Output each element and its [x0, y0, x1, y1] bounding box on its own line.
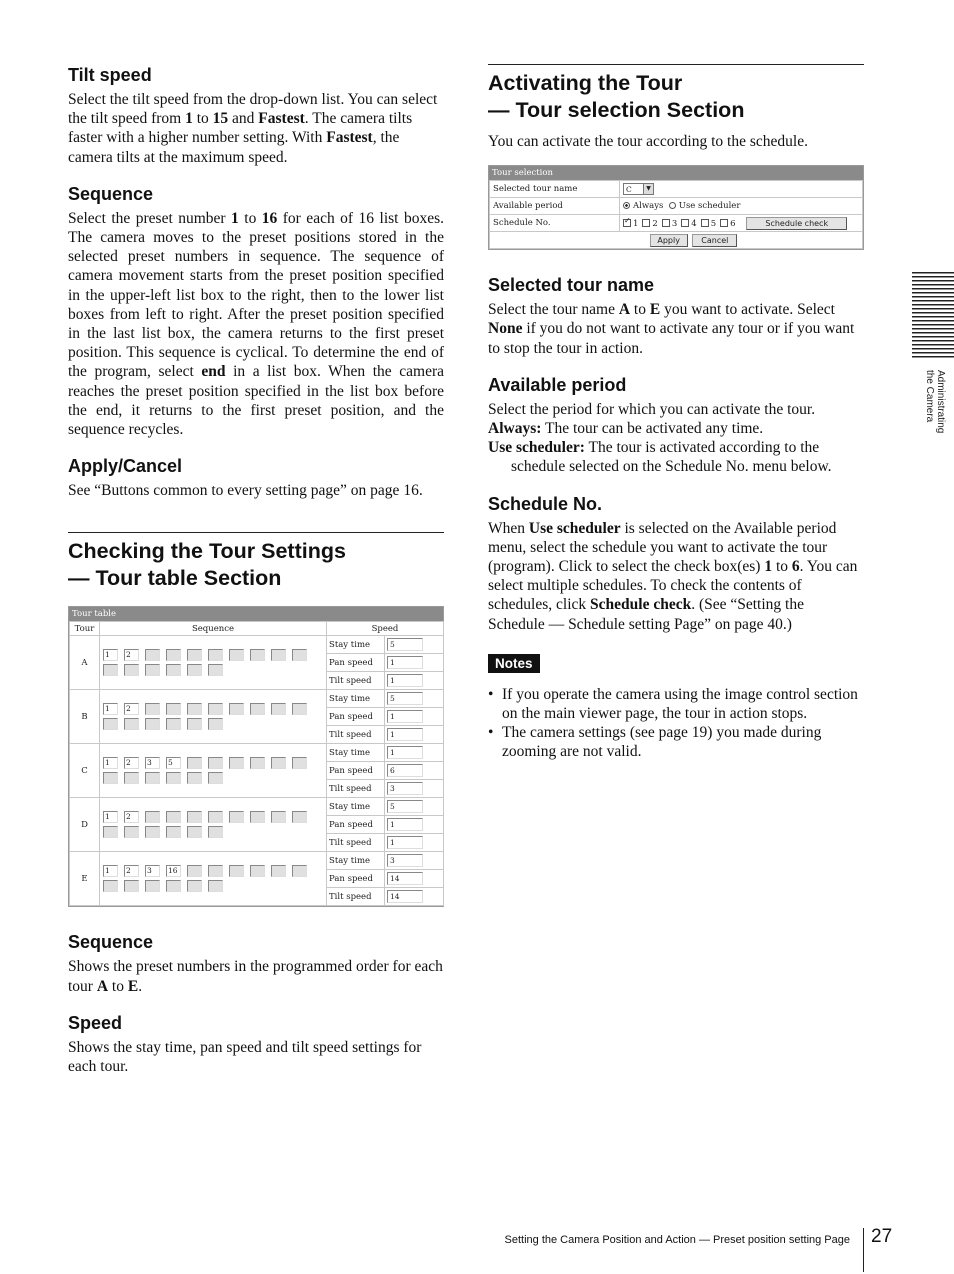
- sequence-box: [208, 757, 223, 769]
- speed-value-box: 14: [387, 872, 423, 885]
- sequence-box-row: [102, 826, 324, 838]
- speed-value-box: 1: [387, 746, 423, 759]
- speed-heading: Speed: [68, 1012, 123, 1033]
- schedule-checkbox[interactable]: [701, 219, 709, 227]
- sequence-section: [68, 183, 444, 439]
- speed-value-box: 1: [387, 710, 423, 723]
- sequence-box: 16: [166, 865, 181, 877]
- activating-tour-title: [488, 64, 864, 124]
- speed-label-cell: Tilt speed: [327, 888, 385, 906]
- text-run: Select the tour name: [488, 301, 619, 319]
- notes-badge: Notes: [488, 654, 540, 673]
- sequence2-heading: Sequence: [68, 932, 154, 953]
- bold-term: 6: [791, 558, 800, 576]
- available-period-label: Available period: [490, 198, 620, 215]
- sequence-box: 2: [124, 865, 139, 877]
- sequence-box: [208, 880, 223, 892]
- speed-value-cell: [385, 654, 444, 672]
- tour-name-cell: B: [70, 690, 100, 744]
- sequence-box: [145, 880, 160, 892]
- sequence-box: [208, 649, 223, 661]
- sequence-box: [145, 718, 160, 730]
- checking-tour-title: [68, 532, 444, 592]
- bold-term: E: [127, 977, 139, 995]
- speed-value-box: 5: [387, 800, 423, 813]
- speed-label-cell: Stay time: [327, 798, 385, 816]
- schedule-checkbox-label: 4: [691, 218, 697, 229]
- schedule-no-heading: Schedule No.: [488, 493, 603, 514]
- speed-label-cell: Tilt speed: [327, 726, 385, 744]
- speed-label-cell: Tilt speed: [327, 780, 385, 798]
- speed-value-box: 14: [387, 890, 423, 903]
- schedule-checkboxes: [623, 219, 740, 229]
- scheduler-term: Use scheduler:: [488, 439, 585, 457]
- tour-sequence-cell: [100, 636, 327, 690]
- speed-label-cell: Pan speed: [327, 870, 385, 888]
- text-run: Shows the stay time, pan speed and tilt speed settings for each tour.: [68, 1038, 422, 1076]
- side-tab-stripes: [912, 272, 954, 360]
- speed-text: [68, 1038, 444, 1076]
- schedule-no-text: [488, 519, 864, 634]
- sequence-box-row: [102, 880, 324, 892]
- use-scheduler-radio[interactable]: [669, 202, 676, 209]
- sequence-box: [166, 811, 181, 823]
- sequence-box: [250, 811, 265, 823]
- sequence-box: [229, 865, 244, 877]
- chevron-down-icon: ▼: [643, 184, 653, 194]
- text-run: to: [238, 209, 262, 227]
- sequence-box: [166, 703, 181, 715]
- schedule-checkbox[interactable]: [681, 219, 689, 227]
- sequence-box: [250, 703, 265, 715]
- sequence-box: [187, 772, 202, 784]
- tour-name-cell: E: [70, 852, 100, 906]
- text-run: to: [192, 110, 213, 128]
- sequence-box: 3: [145, 865, 160, 877]
- available-period-intro: Select the period for which you can activate the tour.: [488, 400, 816, 418]
- text-run: to: [108, 977, 128, 995]
- notes-list: [488, 685, 864, 762]
- text-run: . The camera tilts faster with a higher number setting. With: [68, 110, 413, 147]
- text-run: if you do not want to activate any tour or if you want to stop the tour in action.: [488, 320, 855, 357]
- speed-label-cell: Tilt speed: [327, 672, 385, 690]
- sequence-box: 1: [103, 811, 118, 823]
- sequence-box: [292, 649, 307, 661]
- bold-term: Fastest: [258, 110, 305, 128]
- sequence-box: [292, 703, 307, 715]
- tour-table: [69, 621, 444, 906]
- schedule-checkbox[interactable]: [720, 219, 728, 227]
- sequence-box: [187, 718, 202, 730]
- activating-intro: You can activate the tour according to the schedule.: [488, 133, 808, 150]
- tour-table-bar: Tour table: [69, 607, 443, 621]
- sequence-box: [124, 664, 139, 676]
- text-run: for each of 16 list boxes. The camera moves to the preset positions stored in the selected preset numbers in sequence. The sequence of camera movement starts from the preset position specified in the upper-left list box to the right, then to the lower list boxes from left to right. After the preset position specified in the last list box, the camera returns to the first preset position. This sequence is cyclical. To determine the end of the program, select: [68, 209, 444, 381]
- sequence-box: [271, 757, 286, 769]
- text-run: , the camera tilts at the maximum speed.: [68, 129, 400, 166]
- speed-value-box: 6: [387, 764, 423, 777]
- sequence-box-row: [102, 718, 324, 730]
- schedule-checkbox-label: 3: [671, 218, 678, 229]
- apply-cancel-section: [68, 455, 444, 500]
- scheduler-definition: [488, 438, 864, 476]
- speed-value-box: 3: [387, 854, 423, 867]
- sequence-box: [292, 757, 307, 769]
- side-tab-label: Administrating the Camera: [924, 370, 946, 434]
- speed-section: [68, 1012, 444, 1076]
- sequence-box: [145, 703, 160, 715]
- sequence-box: [271, 865, 286, 877]
- sequence-box: [229, 811, 244, 823]
- schedule-checkbox-label: 6: [730, 218, 736, 229]
- selected-tour-name-heading: Selected tour name: [488, 275, 655, 296]
- sequence-box: 1: [103, 757, 118, 769]
- bold-term: A: [618, 301, 631, 319]
- always-term: Always:: [488, 420, 542, 438]
- sequence-box: [229, 703, 244, 715]
- tour-sequence-cell: [100, 798, 327, 852]
- left-column: [68, 64, 444, 1092]
- text-run: Select the preset number: [68, 209, 232, 227]
- checking-tour-title-line2: — Tour table Section: [68, 566, 282, 591]
- apply-cancel-text: [68, 481, 444, 500]
- tour-sequence-cell: [100, 744, 327, 798]
- speed-value-cell: [385, 870, 444, 888]
- sequence-box: [208, 772, 223, 784]
- speed-value-box: 1: [387, 728, 423, 741]
- tour-name-cell: A: [70, 636, 100, 690]
- speed-value-box: 1: [387, 818, 423, 831]
- tour-name-cell: C: [70, 744, 100, 798]
- sequence-box: [103, 718, 118, 730]
- tilt-speed-heading: Tilt speed: [68, 65, 152, 85]
- sequence-box: [124, 718, 139, 730]
- selected-tour-name-text: [488, 300, 864, 358]
- sequence-box: [166, 880, 181, 892]
- speed-value-cell: [385, 672, 444, 690]
- sequence-box: [166, 772, 181, 784]
- bold-term: Use scheduler: [528, 519, 621, 537]
- sequence-box: [271, 649, 286, 661]
- bold-term: None: [488, 320, 523, 338]
- tour-col-header: Tour: [70, 622, 100, 636]
- speed-value-cell: [385, 726, 444, 744]
- sequence-box: [103, 826, 118, 838]
- sequence-box: [292, 811, 307, 823]
- text-run: Select the tilt speed from the drop-down list. You can select the tilt speed from: [68, 91, 438, 128]
- speed-label-cell: Pan speed: [327, 708, 385, 726]
- sequence-box: 3: [145, 757, 160, 769]
- speed-value-box: 1: [387, 674, 423, 687]
- sequence-box: [187, 649, 202, 661]
- bold-term: Schedule check: [590, 596, 692, 614]
- sequence-box: [271, 703, 286, 715]
- sequence-text: [68, 209, 444, 439]
- sequence-box: 2: [124, 649, 139, 661]
- sequence-box: [250, 649, 265, 661]
- text-run: to: [772, 558, 792, 576]
- sequence-box: [124, 880, 139, 892]
- speed-label-cell: Pan speed: [327, 762, 385, 780]
- speed-value-cell: [385, 636, 444, 654]
- tour-selection-bar: Tour selection: [489, 166, 863, 180]
- tour-sequence-cell: [100, 690, 327, 744]
- page-number: 27: [871, 1226, 893, 1247]
- speed-label-cell: Stay time: [327, 852, 385, 870]
- speed-value-box: 1: [387, 656, 423, 669]
- bold-term: 15: [212, 110, 229, 128]
- speed-value-box: 5: [387, 638, 423, 651]
- text-run: .: [138, 977, 143, 995]
- text-run: See “Buttons common to every setting page” on page 16.: [68, 482, 423, 500]
- sequence-box: [250, 865, 265, 877]
- speed-value-cell: [385, 690, 444, 708]
- speed-value-cell: [385, 762, 444, 780]
- bold-term: E: [649, 301, 661, 319]
- always-text: The tour can be activated any time.: [541, 420, 764, 438]
- schedule-checkbox[interactable]: [642, 219, 650, 227]
- speed-label-cell: Stay time: [327, 636, 385, 654]
- speed-value-cell: [385, 780, 444, 798]
- sequence-box: 2: [124, 703, 139, 715]
- text-run: you want to activate. Select: [660, 301, 835, 319]
- bold-term: 1: [185, 110, 193, 128]
- always-definition: [488, 419, 864, 438]
- sequence-box: [187, 703, 202, 715]
- tour-selection-table: [489, 180, 863, 249]
- sequence-box: [208, 703, 223, 715]
- sequence-box: [187, 811, 202, 823]
- speed-value-cell: [385, 744, 444, 762]
- text-run: When: [488, 519, 529, 537]
- tour-sequence-cell: [100, 852, 327, 906]
- bold-term: Fastest: [326, 129, 373, 147]
- checking-tour-title-line1: Checking the Tour Settings: [68, 539, 346, 564]
- sequence-col-header: Sequence: [100, 622, 327, 636]
- note-item: • The camera settings (see page 19) you made during zooming are not valid.: [488, 723, 864, 761]
- sequence-box-row: [102, 811, 324, 823]
- sequence-box: [145, 649, 160, 661]
- apply-button[interactable]: Apply: [650, 234, 688, 247]
- text-run: in a list box. When the camera reaches the preset position specified in the list box before the end, it returns to the first preset position, and the sequence recycles.: [68, 363, 444, 439]
- sequence-box: 1: [103, 703, 118, 715]
- schedule-checkbox[interactable]: [662, 219, 670, 227]
- tour-name-cell: D: [70, 798, 100, 852]
- sequence-box: [250, 757, 265, 769]
- sequence-box: [166, 664, 181, 676]
- sequence-box: [124, 772, 139, 784]
- sequence-box: [229, 649, 244, 661]
- schedule-no-label: Schedule No.: [490, 215, 620, 232]
- sequence-box: [103, 664, 118, 676]
- sequence-box: [166, 649, 181, 661]
- sequence-box: [271, 811, 286, 823]
- schedule-checkbox[interactable]: [623, 219, 631, 227]
- sequence-box: [187, 757, 202, 769]
- selected-tour-name-section: [488, 274, 864, 358]
- schedule-checkbox-label: 2: [652, 218, 658, 229]
- speed-value-cell: [385, 708, 444, 726]
- text-run: . You can select multiple schedules. To check the contents of schedules, click: [488, 558, 858, 614]
- sequence-box: [208, 718, 223, 730]
- speed-label-cell: Tilt speed: [327, 834, 385, 852]
- speed-value-box: 3: [387, 782, 423, 795]
- tour-table-screenshot: [68, 606, 444, 907]
- text-run: . (See “Setting the Schedule — Schedule setting Page” on page 40.): [488, 596, 804, 633]
- text-run: to: [630, 301, 650, 319]
- note-item: • If you operate the camera using the image control section on the main viewer page, the tour in action stops.: [488, 685, 864, 723]
- sequence-box-row: [102, 703, 324, 715]
- always-radio[interactable]: [623, 202, 630, 209]
- available-period-heading: Available period: [488, 374, 627, 395]
- speed-label-cell: Stay time: [327, 690, 385, 708]
- sequence-box: [145, 772, 160, 784]
- sequence-box: 1: [103, 865, 118, 877]
- text-run: and: [228, 110, 259, 128]
- speed-label-cell: Pan speed: [327, 654, 385, 672]
- selected-tour-value: C: [626, 184, 632, 194]
- schedule-checkbox-label: 5: [710, 218, 717, 229]
- sequence-box: [187, 865, 202, 877]
- side-tab: [912, 272, 954, 434]
- sequence-box: [103, 880, 118, 892]
- notes-section: [488, 654, 864, 762]
- schedule-check-button[interactable]: Schedule check: [746, 217, 847, 230]
- speed-col-header: Speed: [327, 622, 444, 636]
- scheduler-text: The tour is activated according to the schedule selected on the Schedule No. menu below.: [511, 439, 832, 476]
- speed-label-cell: Pan speed: [327, 816, 385, 834]
- bold-term: A: [96, 977, 109, 995]
- sequence-box: [187, 826, 202, 838]
- sequence-box-row: [102, 649, 324, 661]
- text-run: Shows the preset numbers in the programmed order for each tour: [68, 958, 443, 995]
- speed-value-cell: [385, 888, 444, 906]
- sequence-box: [187, 880, 202, 892]
- speed-value-cell: [385, 834, 444, 852]
- activating-tour-title-line2: — Tour selection Section: [488, 98, 745, 122]
- tour-selection-screenshot: [488, 165, 864, 250]
- sequence-box: [145, 826, 160, 838]
- bold-term: 1: [231, 209, 239, 227]
- sequence-box: [208, 811, 223, 823]
- sequence-box: [145, 664, 160, 676]
- available-period-section: [488, 374, 864, 477]
- tilt-speed-section: [68, 64, 444, 167]
- sequence-box: 2: [124, 757, 139, 769]
- bold-term: 1: [764, 558, 773, 576]
- sequence-box: [187, 664, 202, 676]
- activating-tour-title-line1: Activating the Tour: [488, 71, 683, 95]
- text-run: is selected on the Available period menu, select the schedule you want to activate the tour (program). Click to select the check box(es): [488, 519, 837, 576]
- sequence-box: [166, 826, 181, 838]
- cancel-button[interactable]: Cancel: [692, 234, 737, 247]
- selected-tour-name-label: Selected tour name: [490, 181, 620, 198]
- sequence-box: [208, 826, 223, 838]
- sequence-box: [208, 865, 223, 877]
- schedule-no-section: [488, 493, 864, 634]
- tour-rows: [70, 636, 444, 906]
- speed-value-cell: [385, 852, 444, 870]
- bold-term: end: [201, 363, 226, 381]
- schedule-checkbox-label: 1: [633, 218, 639, 229]
- sequence-box: [166, 718, 181, 730]
- footer-divider: [863, 1228, 864, 1272]
- sequence-box: [292, 865, 307, 877]
- sequence-box: [208, 664, 223, 676]
- footer-text: Setting the Camera Position and Action — Preset position setting Page: [504, 1234, 850, 1246]
- speed-value-cell: [385, 816, 444, 834]
- sequence2-text: [68, 957, 444, 995]
- sequence-box: 2: [124, 811, 139, 823]
- sequence-box-row: [102, 664, 324, 676]
- sequence-heading: Sequence: [68, 183, 154, 204]
- speed-label-cell: Stay time: [327, 744, 385, 762]
- sequence-box-row: [102, 865, 324, 877]
- sequence-box: [229, 757, 244, 769]
- sequence-box: [124, 826, 139, 838]
- sequence2-section: [68, 931, 444, 995]
- right-column: [488, 64, 864, 762]
- sequence-box: [145, 811, 160, 823]
- bold-term: 16: [261, 209, 278, 227]
- sequence-box: 5: [166, 757, 181, 769]
- apply-cancel-heading: Apply/Cancel: [68, 456, 183, 477]
- always-radio-label: Always: [633, 201, 664, 212]
- sequence-box: 1: [103, 649, 118, 661]
- speed-value-box: 1: [387, 836, 423, 849]
- speed-value-box: 5: [387, 692, 423, 705]
- sequence-box-row: [102, 757, 324, 769]
- selected-tour-select[interactable]: [623, 183, 654, 195]
- sequence-box-row: [102, 772, 324, 784]
- speed-value-cell: [385, 798, 444, 816]
- use-scheduler-radio-label: Use scheduler: [678, 201, 741, 212]
- sequence-box: [103, 772, 118, 784]
- tilt-speed-text: [68, 90, 444, 167]
